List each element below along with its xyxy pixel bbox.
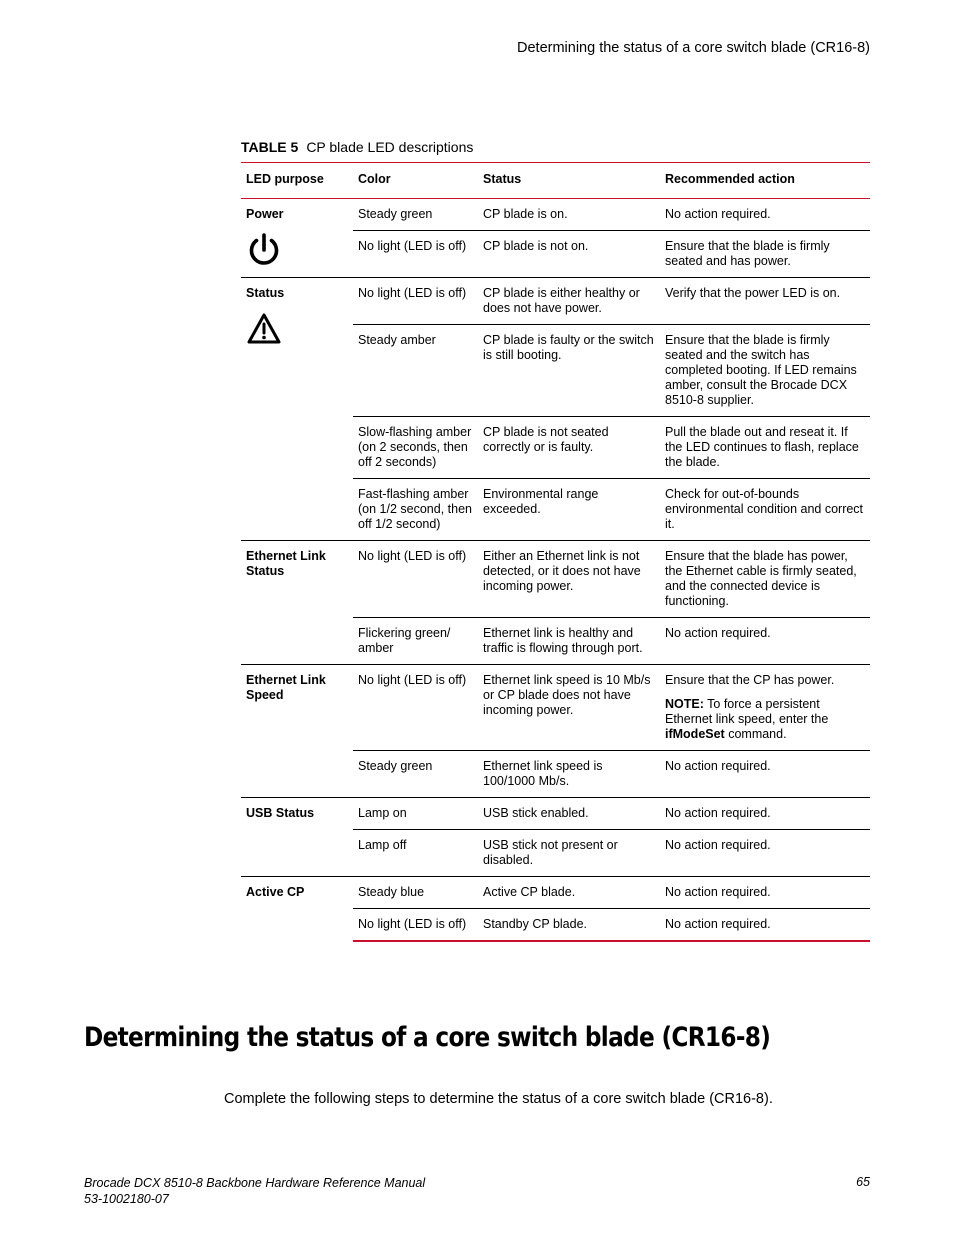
led-purpose-label: Ethernet Link Speed — [246, 673, 326, 702]
action-text: Ensure that the CP has power. — [665, 673, 835, 687]
color-cell: Flickering green/ amber — [353, 618, 478, 665]
command-name: ifModeSet — [665, 727, 725, 741]
note-label: NOTE: — [665, 697, 704, 711]
status-cell: USB stick not present or disabled. — [478, 830, 660, 877]
footer-left — [84, 1175, 425, 1207]
column-header-status: Status — [478, 163, 660, 199]
color-cell: No light (LED is off) — [353, 665, 478, 751]
led-purpose-cell — [241, 798, 353, 877]
led-table-container — [241, 162, 870, 942]
table-body — [241, 199, 870, 942]
section-heading: Determining the status of a core switch blade (CR16-8) — [84, 1022, 771, 1053]
footer-doc-title: Brocade DCX 8510-8 Backbone Hardware Reference Manual — [84, 1176, 426, 1190]
action-cell: No action required. — [660, 618, 870, 665]
table-number: TABLE 5 — [241, 139, 299, 155]
status-cell: CP blade is on. — [483, 207, 568, 221]
action-cell: No action required. — [660, 830, 870, 877]
color-cell: No light (LED is off) — [353, 231, 478, 278]
color-cell: Slow-flashing amber (on 2 seconds, then off 2 seconds) — [353, 417, 478, 479]
led-purpose-cell — [241, 199, 353, 278]
led-purpose-cell — [241, 665, 353, 798]
action-cell — [660, 665, 870, 751]
table-row — [241, 541, 870, 618]
action-cell: Ensure that the blade is firmly seated and the switch has completed booting. If LED remains amber, consult the Brocade DCX 8510-8 supplier. — [660, 325, 870, 417]
color-cell: Fast-flashing amber (on 1/2 second, then off 1/2 second) — [353, 479, 478, 541]
intro-paragraph: Complete the following steps to determine the status of a core switch blade (CR16-8). — [224, 1091, 773, 1107]
led-purpose-label: USB Status — [246, 806, 315, 820]
status-cell: Ethernet link speed is 10 Mb/s or CP blade does not have incoming power. — [478, 665, 660, 751]
led-purpose-label: Status — [246, 286, 285, 300]
status-cell: Either an Ethernet link is not detected, or it does not have incoming power. — [478, 541, 660, 618]
footer-page-number: 65 — [856, 1175, 870, 1189]
led-purpose-label: Power — [246, 207, 284, 221]
status-cell: Ethernet link is healthy and traffic is flowing through port. — [478, 618, 660, 665]
warning-icon — [246, 311, 282, 347]
note-text: To force a persistent Ethernet link speed, enter the — [665, 697, 829, 726]
color-cell: Steady green — [353, 751, 478, 798]
color-cell: No light (LED is off) — [353, 541, 478, 618]
led-purpose-cell — [241, 877, 353, 942]
table-header-row — [241, 163, 870, 199]
action-cell: No action required. — [660, 798, 870, 830]
table-row — [241, 665, 870, 751]
color-cell: No light (LED is off) — [353, 909, 478, 942]
action-cell: Pull the blade out and reseat it. If the LED continues to flash, replace the blade. — [660, 417, 870, 479]
color-cell: No light (LED is off) — [353, 278, 478, 325]
led-purpose-label: Active CP — [246, 885, 305, 899]
column-header-led-purpose: LED purpose — [241, 163, 353, 199]
table-caption — [241, 139, 473, 155]
status-cell: CP blade is faulty or the switch is still booting. — [478, 325, 660, 417]
color-cell: Lamp off — [353, 830, 478, 877]
note-tail: command. — [724, 727, 787, 741]
color-cell: Steady green — [358, 207, 433, 221]
led-purpose-label: Ethernet Link Status — [246, 549, 326, 578]
led-descriptions-table — [241, 162, 870, 942]
action-cell: Ensure that the blade is firmly seated and has power. — [660, 231, 870, 278]
table-title: CP blade LED descriptions — [306, 139, 474, 155]
status-cell: Standby CP blade. — [478, 909, 660, 942]
action-cell: No action required. — [660, 751, 870, 798]
table-row — [241, 798, 870, 830]
table-row — [241, 199, 870, 231]
status-cell: USB stick enabled. — [478, 798, 660, 830]
action-cell: No action required. — [665, 207, 771, 221]
status-cell: CP blade is either healthy or does not have power. — [478, 278, 660, 325]
action-cell: Ensure that the blade has power, the Ethernet cable is firmly seated, and the connected device is functioning. — [660, 541, 870, 618]
column-header-recommended-action: Recommended action — [660, 163, 870, 199]
led-purpose-cell — [241, 278, 353, 541]
action-cell: Check for out-of-bounds environmental condition and correct it. — [660, 479, 870, 541]
column-header-color: Color — [353, 163, 478, 199]
table-row — [241, 877, 870, 909]
color-cell: Steady amber — [353, 325, 478, 417]
status-cell: Ethernet link speed is 100/1000 Mb/s. — [478, 751, 660, 798]
led-purpose-cell — [241, 541, 353, 665]
table-row — [241, 278, 870, 325]
action-cell: No action required. — [660, 909, 870, 942]
action-cell: Verify that the power LED is on. — [660, 278, 870, 325]
color-cell: Steady blue — [353, 877, 478, 909]
color-cell: Lamp on — [353, 798, 478, 830]
status-cell: Active CP blade. — [478, 877, 660, 909]
status-cell: CP blade is not on. — [478, 231, 660, 278]
action-cell: No action required. — [660, 877, 870, 909]
footer-doc-number: 53-1002180-07 — [84, 1192, 169, 1206]
note-paragraph — [665, 697, 865, 742]
status-cell: Environmental range exceeded. — [478, 479, 660, 541]
running-header: Determining the status of a core switch blade (CR16-8) — [517, 40, 870, 56]
power-icon — [246, 232, 282, 268]
status-cell: CP blade is not seated correctly or is faulty. — [478, 417, 660, 479]
